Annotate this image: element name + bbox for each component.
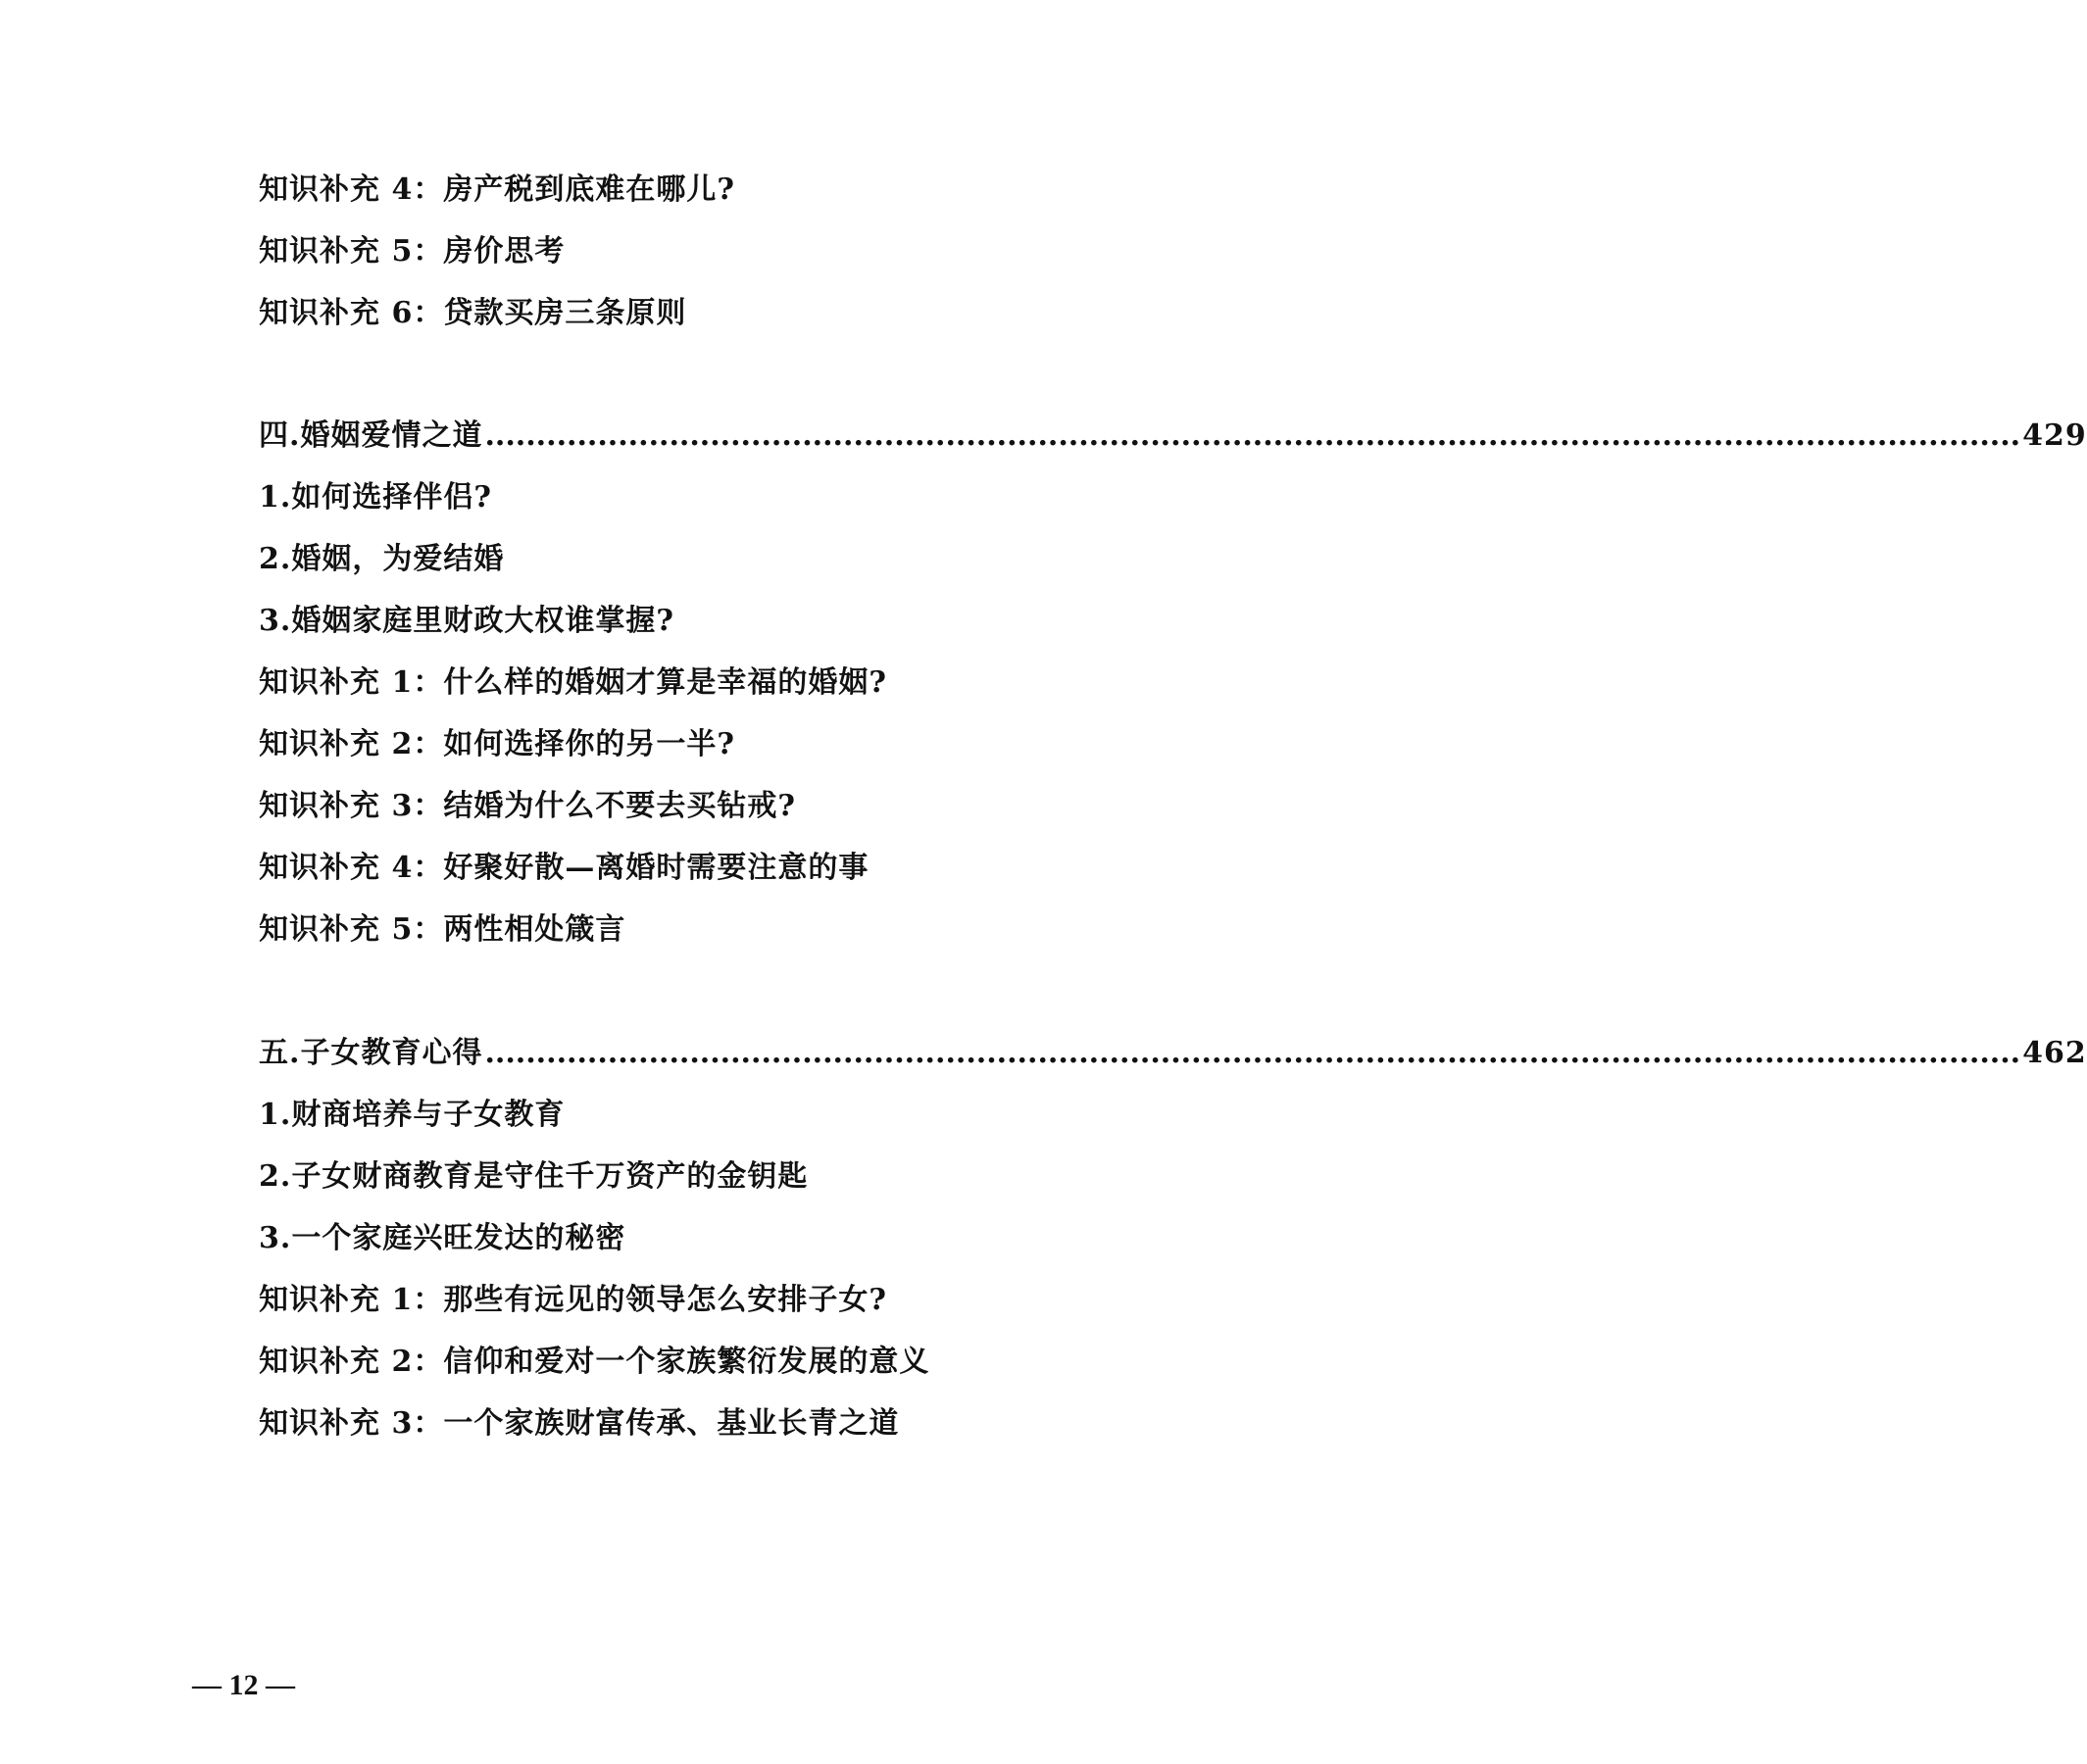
section-title: 四.婚姻爱情之道 [259, 418, 483, 453]
toc-section-heading [259, 1034, 2087, 1073]
section-title: 五.子女教育心得 [259, 1036, 483, 1070]
toc-entry: 1.如何选择伴侣? [259, 480, 492, 514]
toc-entry: 知识补充 2：如何选择你的另一半? [259, 727, 735, 761]
toc-entry: 2.子女财商教育是守住千万资产的金钥匙 [259, 1159, 809, 1194]
toc-entry: 1.财商培养与子女教育 [259, 1098, 566, 1132]
section-page-number: 462 [2022, 1036, 2087, 1070]
leader-dots: ...................................................................................................................................................... [484, 1036, 2021, 1070]
toc-entry: 知识补充 1：那些有远见的领导怎么安排子女? [259, 1283, 887, 1317]
toc-entry: 3.婚姻家庭里财政大权谁掌握? [259, 604, 674, 638]
page-number: — 12 — [192, 1669, 295, 1701]
toc-entry: 知识补充 2：信仰和爱对一个家族繁衍发展的意义 [259, 1345, 930, 1379]
toc-entry: 2.婚姻，为爱结婚 [259, 542, 505, 576]
section-page-number: 429 [2022, 418, 2087, 453]
toc-entry: 知识补充 4：好聚好散—离婚时需要注意的事 [259, 851, 870, 885]
toc-entry: 3.一个家庭兴旺发达的秘密 [259, 1221, 626, 1255]
toc-entry: 知识补充 5：房价思考 [259, 234, 566, 269]
leader-dots: ...................................................................................................................................................... [484, 418, 2021, 453]
toc-entry: 知识补充 3：结婚为什么不要去买钻戒? [259, 789, 796, 823]
toc-entry: 知识补充 5：两性相处箴言 [259, 912, 626, 947]
toc-section-heading [259, 416, 2087, 456]
toc-entry: 知识补充 3：一个家族财富传承、基业长青之道 [259, 1406, 900, 1441]
toc-entry: 知识补充 1：什么样的婚姻才算是幸福的婚姻? [259, 665, 887, 700]
toc-entry: 知识补充 4：房产税到底难在哪儿? [259, 172, 735, 207]
toc-entry: 知识补充 6：贷款买房三条原则 [259, 296, 687, 330]
